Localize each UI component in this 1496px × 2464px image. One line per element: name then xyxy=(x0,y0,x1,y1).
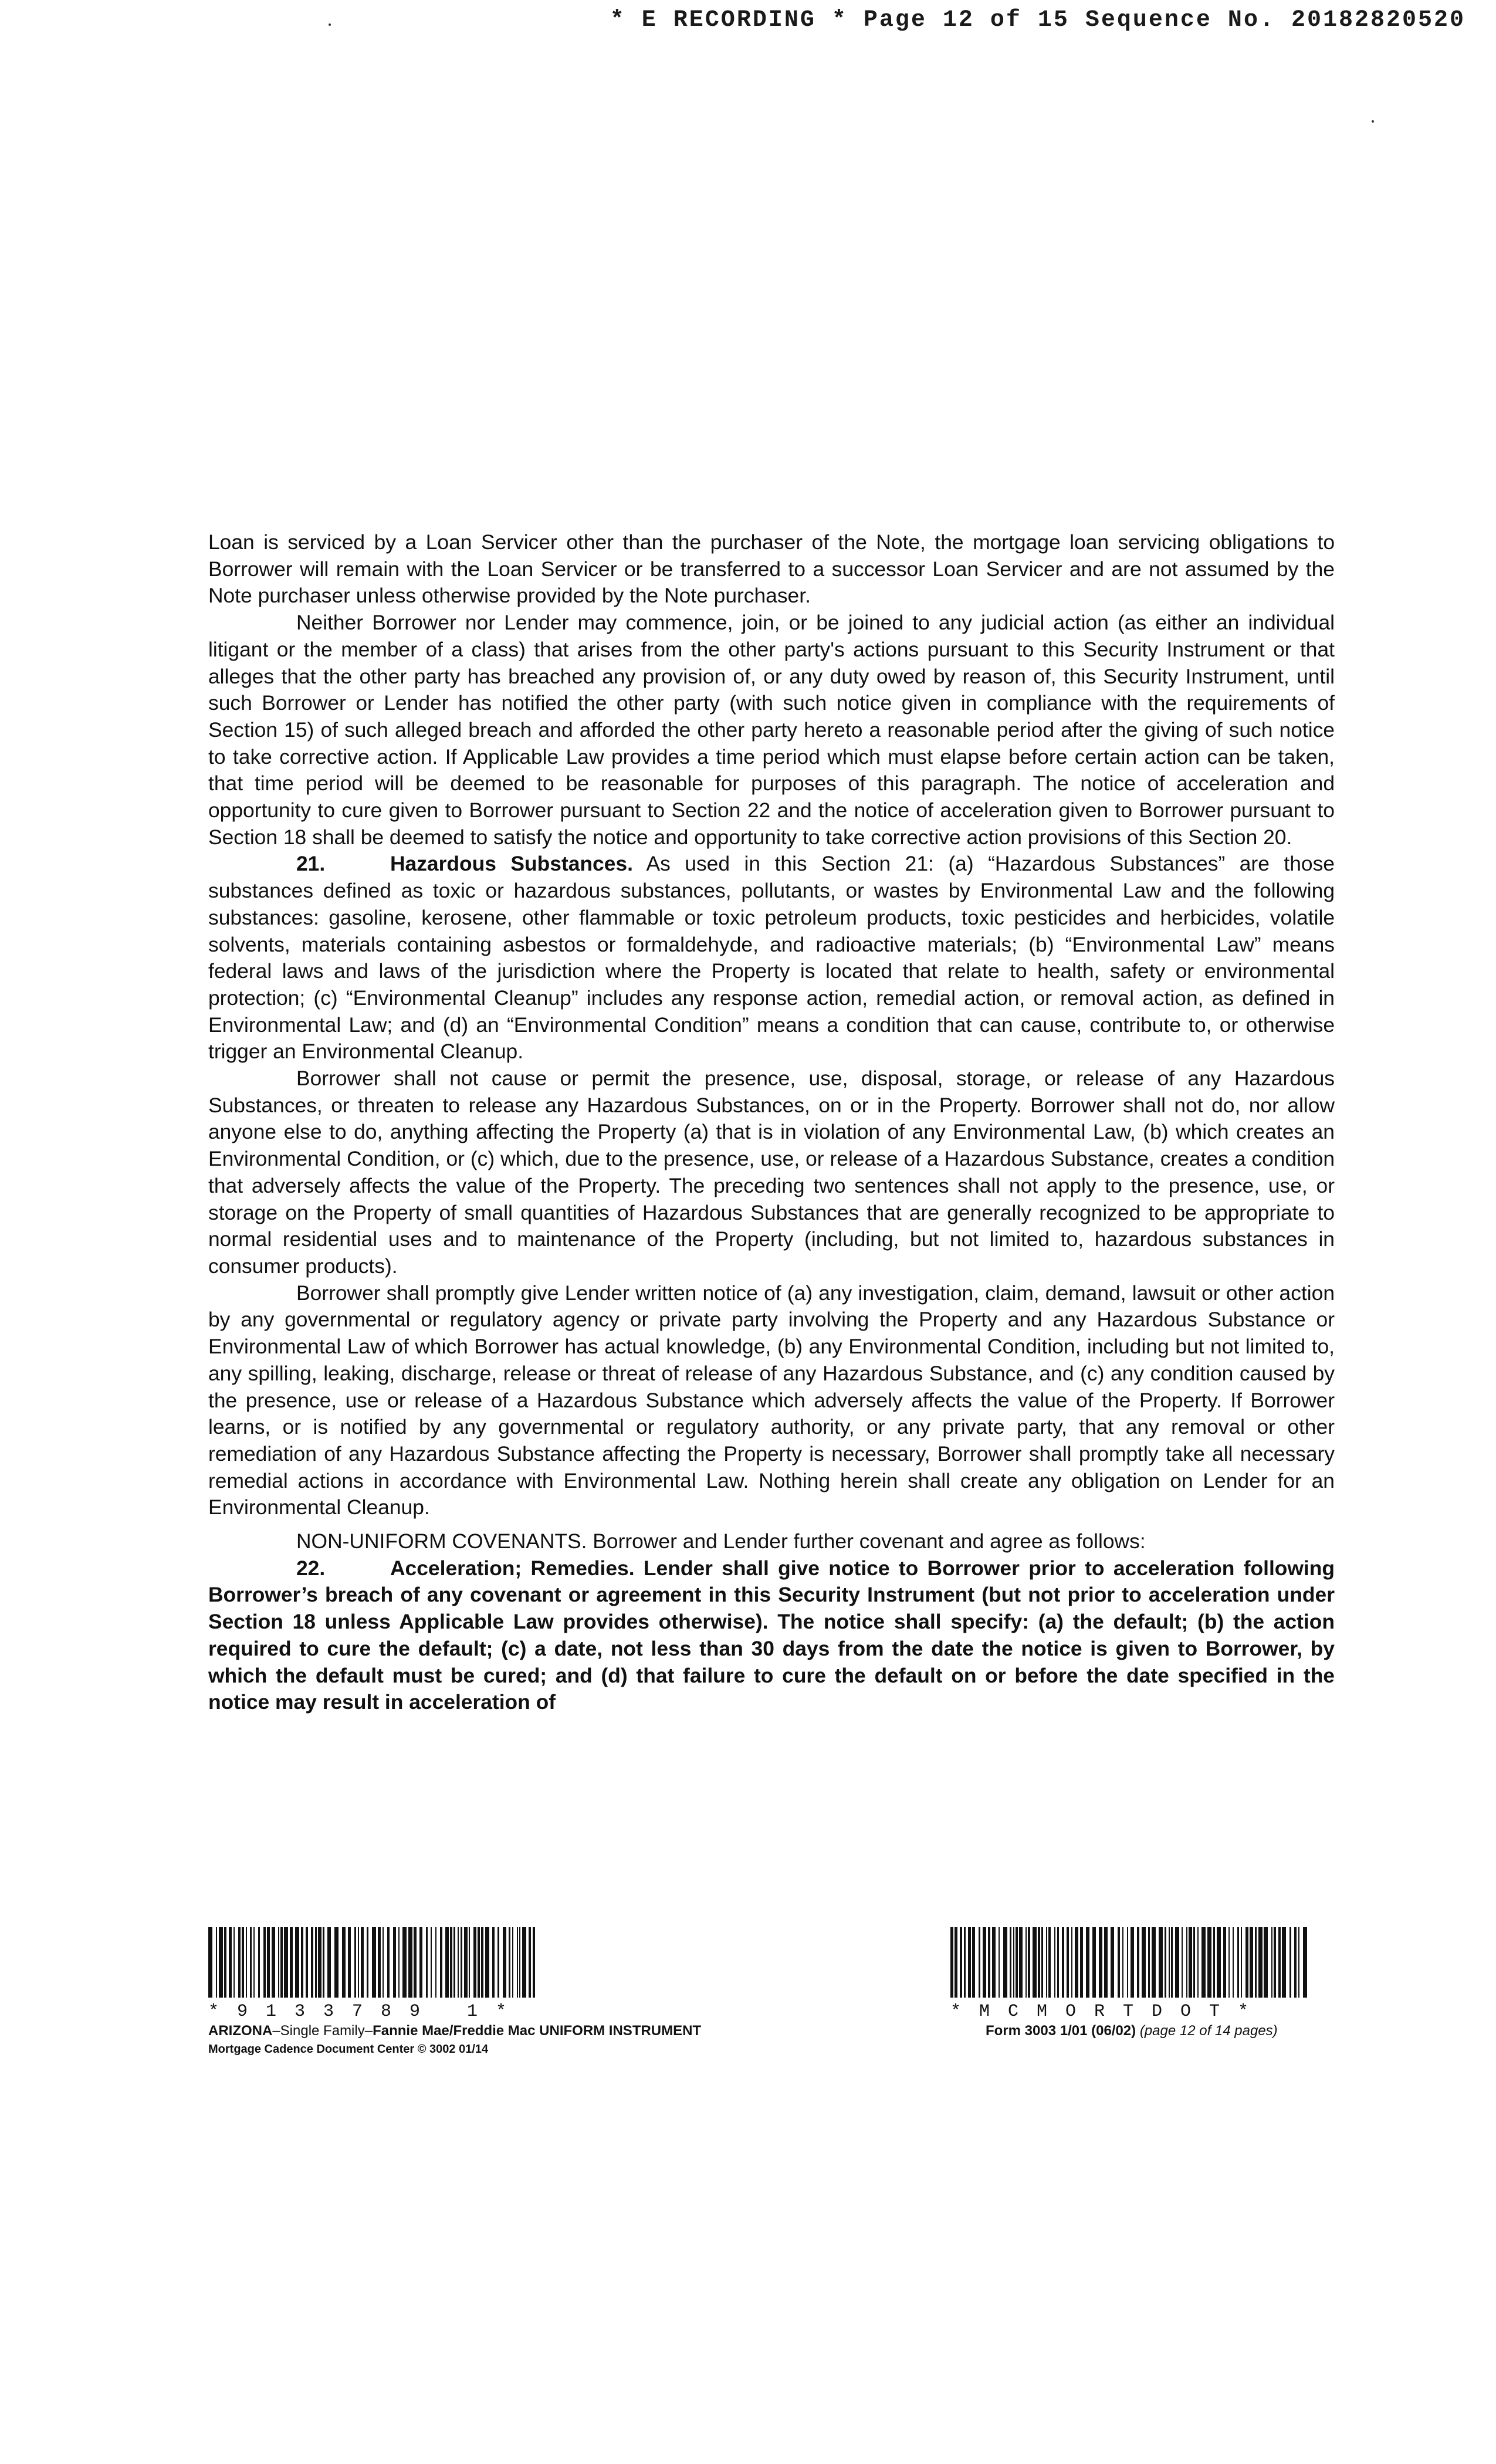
barcode-bar xyxy=(253,1927,255,1998)
barcode-bar xyxy=(290,1927,293,1998)
barcode-bar xyxy=(1189,1927,1192,1998)
barcode-bar xyxy=(1122,1927,1123,1998)
barcode-bar xyxy=(968,1927,971,1998)
barcode-bar xyxy=(988,1927,990,1998)
barcode-bar xyxy=(361,1927,364,1998)
section-21 xyxy=(208,851,1335,1065)
barcode-bar xyxy=(503,1927,506,1998)
barcode-bar xyxy=(1131,1927,1134,1998)
barcode-bar xyxy=(1264,1927,1268,1998)
barcode-bar xyxy=(1118,1927,1120,1998)
barcode-bar xyxy=(1271,1927,1272,1998)
barcode-bar xyxy=(509,1927,510,1998)
barcode-bar xyxy=(979,1927,980,1998)
barcode-bar xyxy=(481,1927,483,1998)
barcode-bar xyxy=(216,1927,217,1998)
barcode-bar xyxy=(1080,1927,1083,1998)
barcode-bar xyxy=(408,1927,412,1998)
scan-speck xyxy=(329,23,331,26)
barcode-bar xyxy=(1099,1927,1102,1998)
barcode-bar xyxy=(219,1927,223,1998)
barcode-bar xyxy=(1289,1927,1291,1998)
barcode-bar xyxy=(519,1927,520,1998)
barcode-bar xyxy=(1092,1927,1096,1998)
footer-state: ARIZONA xyxy=(208,2023,273,2039)
barcode-bar xyxy=(224,1927,226,1998)
section-22-title: Acceleration; Remedies. xyxy=(390,1556,635,1580)
barcode-bar xyxy=(517,1927,518,1998)
barcode-bar xyxy=(1298,1927,1299,1998)
section-21-number: 21. xyxy=(296,852,326,876)
barcode-bar xyxy=(469,1927,470,1998)
barcode-bar xyxy=(1186,1927,1187,1998)
barcode-bar xyxy=(246,1927,247,1998)
document-body xyxy=(208,529,1335,1716)
barcode-bar xyxy=(972,1927,975,1998)
barcode-bar xyxy=(453,1927,455,1998)
barcode-bar xyxy=(1282,1927,1286,1998)
barcode-bar xyxy=(492,1927,495,1998)
recording-header: * E RECORDING * Page 12 of 15 Sequence No. 20182820520 xyxy=(610,7,1465,33)
barcode-bar xyxy=(323,1927,324,1998)
barcode-bar xyxy=(1010,1927,1011,1998)
barcode-bar xyxy=(414,1927,417,1998)
barcode-bar xyxy=(358,1927,359,1998)
barcode-bar xyxy=(1213,1927,1215,1998)
barcode-bar xyxy=(367,1927,368,1998)
barcode-bar xyxy=(1038,1927,1040,1998)
barcode-bar xyxy=(229,1927,232,1998)
barcode-bar xyxy=(348,1927,351,1998)
barcode-bar xyxy=(450,1927,452,1998)
barcode-bar xyxy=(485,1927,489,1998)
barcode-bar xyxy=(267,1927,270,1998)
barcode-bar xyxy=(1182,1927,1183,1998)
barcode-bar xyxy=(1255,1927,1257,1998)
barcode-bar xyxy=(522,1927,526,1998)
barcode-bar xyxy=(992,1927,996,1998)
barcode-bar xyxy=(1175,1927,1179,1998)
paragraph-non-uniform-covenants: NON-UNIFORM COVENANTS. Borrower and Lender further covenant and agree as follows: xyxy=(296,1529,1146,1553)
barcode-bar xyxy=(1223,1927,1226,1998)
scan-speck xyxy=(1372,120,1374,123)
barcode-bar xyxy=(1159,1927,1163,1998)
barcode-bar xyxy=(1241,1927,1242,1998)
section-22 xyxy=(208,1555,1335,1716)
barcode-bar xyxy=(1142,1927,1146,1998)
section-21-text: As used in this Section 21: (a) “Hazardous Substances” are those substances defined as toxic or hazardous substances, pollutants, or wastes by Environmental Law and the following substances: gasoline, kerosene, other flammable or toxic petroleum products, toxic pesticides and herbicides, volatile solvents, materials containing asbestos or formaldehyde, and radioactive materials; (b) “Environmental Law” means federal laws and laws of the jurisdiction where the Property is located that relate to health, safety or environmental protection; (c) “Environmental Cleanup” includes any response action, remedial action, or removal action, as defined in Environmental Law; and (d) an “Environmental Condition” means a condition that can cause, contribute to, or otherwise trigger an Environmental Cleanup. xyxy=(208,852,1335,1064)
paragraph-loan-servicer: Loan is serviced by a Loan Servicer other than the purchaser of the Note, the mortgage loan servicing obligations to Borrower will remain with the Loan Servicer or be transferred to a successor Loan Servicer and are not assumed by the Note purchaser unless otherwise provided by the Note purchaser. xyxy=(208,530,1335,608)
barcode-bar xyxy=(250,1927,252,1998)
barcode-bar xyxy=(238,1927,241,1998)
barcode-bar xyxy=(387,1927,390,1998)
footer-doc-center: Mortgage Cadence Document Center © 3002 01/14 xyxy=(208,2043,489,2056)
barcode-bar xyxy=(1201,1927,1206,1998)
barcode-bar xyxy=(955,1927,957,1998)
barcode-bar xyxy=(1013,1927,1014,1998)
barcode-bar xyxy=(383,1927,384,1998)
barcode-bar xyxy=(263,1927,266,1998)
barcode-bar xyxy=(964,1927,966,1998)
barcode-bar xyxy=(1025,1927,1027,1998)
barcode-bar xyxy=(1028,1927,1030,1998)
barcode-bar xyxy=(960,1927,962,1998)
barcode-right-text: *MCMORTDOT* xyxy=(950,2002,1267,2022)
barcode-bar xyxy=(1250,1927,1253,1998)
barcode-bar xyxy=(999,1927,1000,1998)
barcode-bar xyxy=(233,1927,235,1998)
barcode-bar xyxy=(334,1927,339,1998)
barcode-bar xyxy=(1171,1927,1173,1998)
barcode-bar xyxy=(1046,1927,1047,1998)
barcode-bar xyxy=(342,1927,346,1998)
paragraph-borrower-shall-not: Borrower shall not cause or permit the presence, use, disposal, storage, or release of any Hazardous Substances, or threaten to release any Hazardous Substances, on or in the Property. Borrower shall not do, nor allow anyone else to do, anything affecting the Property (a) that is in violation of any Environmental Law, (b) which creates an Environmental Condition, or (c) which, due to the presence, use, or release of a Hazardous Substance, creates a condition that adversely affects the value of the Property. The preceding two sentences shall not apply to the presence, use, or storage on the Property of small quantities of Hazardous Substances that are generally recognized to be appropriate to normal residential uses and to maintenance of the Property (including, but not limited to, hazardous substances in consumer products). xyxy=(208,1067,1335,1278)
barcode-bar xyxy=(315,1927,317,1998)
footer-form-title xyxy=(208,2023,824,2039)
barcode-bar xyxy=(1137,1927,1139,1998)
barcode-bar xyxy=(1207,1927,1211,1998)
barcode-bar xyxy=(431,1927,432,1998)
barcode-bar xyxy=(1258,1927,1263,1998)
barcode-bar xyxy=(1197,1927,1199,1998)
barcode-bar xyxy=(1165,1927,1166,1998)
barcode-left xyxy=(208,1927,537,1998)
barcode-bar xyxy=(440,1927,442,1998)
barcode-bar xyxy=(327,1927,331,1998)
footer-instrument: Fannie Mae/Freddie Mac UNIFORM INSTRUMENT xyxy=(373,2023,702,2039)
barcode-bar xyxy=(1111,1927,1114,1998)
barcode-bar xyxy=(208,1927,212,1998)
barcode-right xyxy=(950,1927,1308,1998)
barcode-bar xyxy=(1245,1927,1248,1998)
barcode-bar xyxy=(1062,1927,1064,1998)
barcode-bar xyxy=(1041,1927,1043,1998)
paragraph-judicial-action: Neither Borrower nor Lender may commence, join, or be joined to any judicial action (as either an individual litigant or the member of a class) that arises from the other party's actions pursuant to this Security Instrument or that alleges that the other party has breached any provision of, or any duty owed by reason of, this Security Instrument, until such Borrower or Lender has notified the other party (with such notice given in compliance with the requirements of Section 15) of such alleged breach and afforded the other party hereto a reasonable period after the giving of such notice to take corrective action. If Applicable Law provides a time period which must elapse before certain action can be taken, that time period will be deemed to be reasonable for purposes of this paragraph. The notice of acceleration and opportunity to cure given to Borrower pursuant to Section 22 and the notice of acceleration given to Borrower pursuant to Section 18 shall be deemed to satisfy the notice and opportunity to take corrective action provisions of this Section 20. xyxy=(208,611,1335,849)
barcode-bar xyxy=(1233,1927,1234,1998)
barcode-bar xyxy=(1127,1927,1128,1998)
barcode-bar xyxy=(1104,1927,1108,1998)
barcode-bar xyxy=(458,1927,459,1998)
barcode-bar xyxy=(1152,1927,1156,1998)
barcode-bar xyxy=(1071,1927,1072,1998)
barcode-bar xyxy=(354,1927,356,1998)
barcode-bar xyxy=(311,1927,313,1998)
barcode-bar xyxy=(983,1927,986,1998)
footer-page-note: (page 12 of 14 pages) xyxy=(1139,2023,1278,2039)
barcode-bar xyxy=(1048,1927,1051,1998)
barcode-bar xyxy=(301,1927,303,1998)
barcode-left-text: *9133789 1* xyxy=(208,2002,525,2022)
barcode-bar xyxy=(1294,1927,1297,1998)
barcode-bar xyxy=(272,1927,275,1998)
barcode-bar xyxy=(284,1927,288,1998)
barcode-bar xyxy=(258,1927,260,1998)
barcode-bar xyxy=(280,1927,283,1998)
barcode-bar xyxy=(1193,1927,1195,1998)
section-22-number: 22. xyxy=(296,1556,326,1580)
barcode-bar xyxy=(950,1927,953,1998)
section-21-title: Hazardous Substances. xyxy=(390,852,633,876)
barcode-bar xyxy=(398,1927,400,1998)
barcode-bar xyxy=(461,1927,462,1998)
barcode-bar xyxy=(1303,1927,1307,1998)
barcode-bar xyxy=(497,1927,499,1998)
footer-form-number xyxy=(950,2023,1349,2039)
footer-family: –Single Family– xyxy=(272,2023,373,2039)
barcode-bar xyxy=(1148,1927,1150,1998)
barcode-bar xyxy=(1075,1927,1078,1998)
footer-left xyxy=(208,1927,824,2056)
barcode-bar xyxy=(1217,1927,1221,1998)
barcode-bar xyxy=(1067,1927,1069,1998)
barcode-bar xyxy=(318,1927,321,1998)
barcode-bar xyxy=(295,1927,299,1998)
barcode-bar xyxy=(1274,1927,1276,1998)
barcode-bar xyxy=(306,1927,308,1998)
barcode-bar xyxy=(426,1927,428,1998)
barcode-bar xyxy=(529,1927,531,1998)
barcode-bar xyxy=(464,1927,468,1998)
footer-form-code: Form 3003 1/01 (06/02) xyxy=(986,2023,1136,2039)
barcode-bar xyxy=(1016,1927,1018,1998)
barcode-bar xyxy=(512,1927,513,1998)
barcode-bar xyxy=(1086,1927,1089,1998)
footer-right xyxy=(950,1927,1349,2039)
barcode-bar xyxy=(402,1927,407,1998)
barcode-bar xyxy=(1278,1927,1281,1998)
barcode-bar xyxy=(1237,1927,1239,1998)
barcode-bar xyxy=(435,1927,436,1998)
barcode-bar xyxy=(242,1927,244,1998)
barcode-bar xyxy=(1228,1927,1230,1998)
barcode-bar xyxy=(378,1927,381,1998)
barcode-bar xyxy=(1169,1927,1170,1998)
barcode-bar xyxy=(1057,1927,1059,1998)
barcode-bar xyxy=(1003,1927,1007,1998)
barcode-bar xyxy=(419,1927,422,1998)
barcode-bar xyxy=(1019,1927,1023,1998)
section-22-text: Lender shall give notice to Borrower prior to acceleration following Borrower’s breach of any covenant or agreement in this Security Instrument (but not prior to acceleration under Section 18 unless Applicable Law provides otherwise). The notice shall specify: (a) the default; (b) the action required to cure the default; (c) a date, not less than 30 days from the date the notice is given to Borrower, by which the default must be cured; and (d) that failure to cure the default on or before the date specified in the notice may result in acceleration of xyxy=(208,1556,1335,1714)
barcode-bar xyxy=(393,1927,396,1998)
barcode-bar xyxy=(533,1927,535,1998)
barcode-bar xyxy=(278,1927,279,1998)
barcode-bar xyxy=(1033,1927,1037,1998)
paragraph-borrower-notice: Borrower shall promptly give Lender written notice of (a) any investigation, claim, demand, lawsuit or other action by any governmental or regulatory agency or private party involving the Property and any Hazardous Substance or Environmental Law of which Borrower has actual knowledge, (b) any Environmental Condition, including but not limited to, any spilling, leaking, discharge, release or threat of release of any Hazardous Substance, and (c) any condition caused by the presence, use or release of a Hazardous Substance which adversely affects the value of the Property. If Borrower learns, or is notified by any governmental or regulatory authority, or any private party, that any removal or other remediation of any Hazardous Substance affecting the Property is necessary, Borrower shall promptly take all necessary remedial actions in accordance with Environmental Law. Nothing herein shall create any obligation on Lender for an Environmental Cleanup. xyxy=(208,1281,1335,1519)
barcode-bar xyxy=(1054,1927,1055,1998)
barcode-bar xyxy=(372,1927,376,1998)
barcode-bar xyxy=(478,1927,480,1998)
barcode-bar xyxy=(445,1927,449,1998)
barcode-bar xyxy=(473,1927,476,1998)
